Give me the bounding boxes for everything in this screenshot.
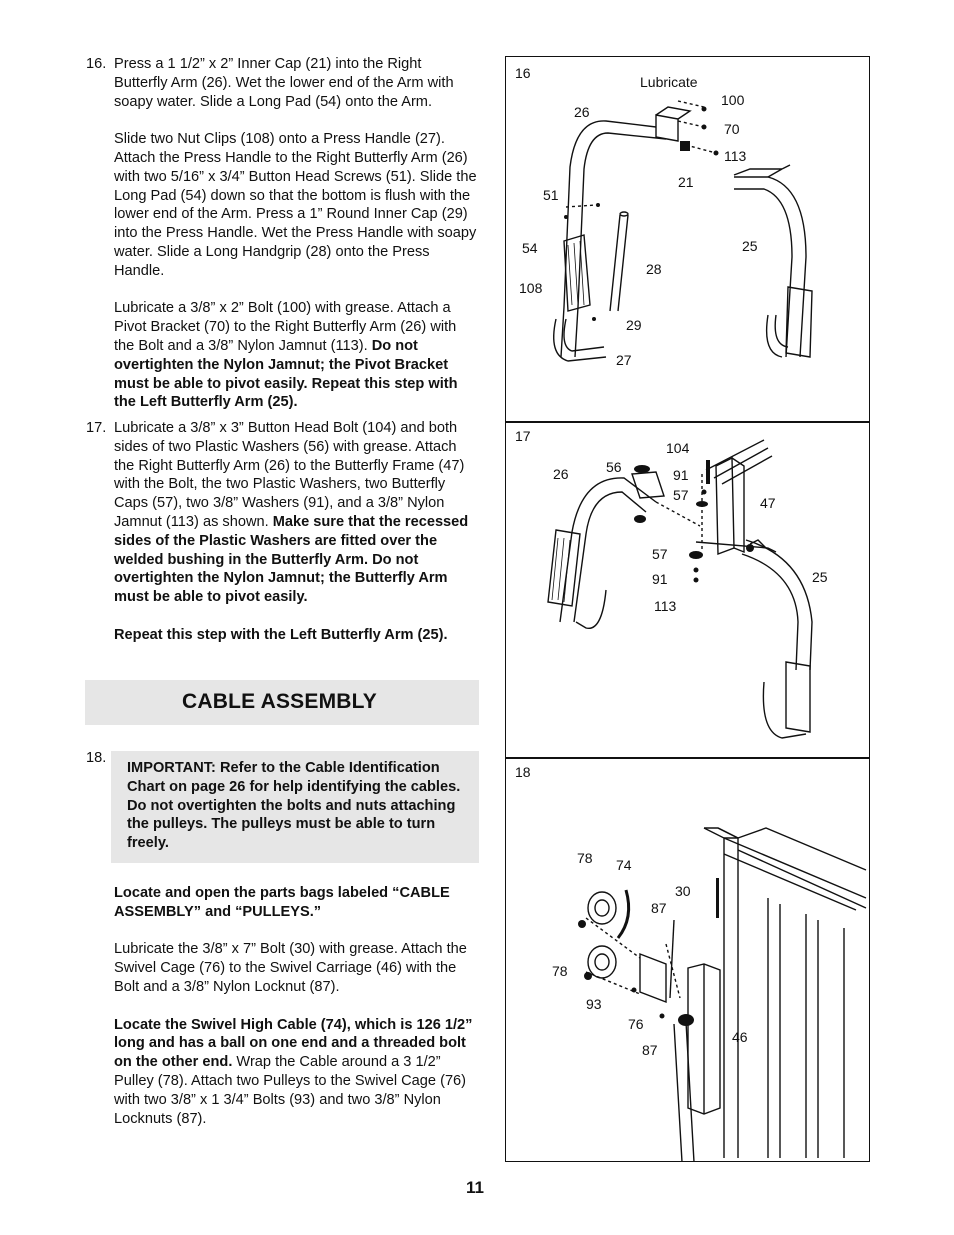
figure-17-label: 47 (760, 495, 776, 511)
figure-16-label: 108 (519, 280, 543, 296)
figure-16-label: 28 (646, 261, 662, 277)
step-18-text (114, 884, 478, 1128)
figure-17-panel (505, 421, 870, 759)
figure-16-label: 29 (626, 317, 642, 333)
figure-16-panel (505, 56, 870, 423)
figure-17-label: 91 (673, 467, 689, 483)
page-number: 11 (466, 1178, 484, 1197)
step-17-paragraph-2 (114, 626, 478, 645)
step-16-paragraph-3 (114, 299, 478, 412)
step-16-paragraph-1: Press a 1 1/2” x 2” Inner Cap (21) into the Right Butterfly Arm (26). Wet the lower end of the Arm with soapy water. Slide a Long Pad (54) onto the Arm. (114, 56, 454, 110)
figure-16-label: 21 (678, 174, 694, 190)
step-16-p3-bold: Do not overtighten the Nylon Jamnut; the Pivot Bracket must be able to pivot easily. Repeat this step with the Left Butterfly Arm (25). (114, 337, 458, 411)
step-17-p1-bold: Make sure that the recessed sides of the Plastic Washers are fitted over the welded bushing in the Butterfly Arm. Do not overtighten the Nylon Jamnut; the Butterfly Arm must be able to pivot easily. (114, 513, 469, 606)
section-title: CABLE ASSEMBLY (182, 690, 377, 713)
step-18-paragraph-3 (114, 1016, 478, 1129)
figure-18-label: 30 (675, 883, 691, 899)
cable-assembly-section-bar (85, 680, 479, 725)
figure-16-label: 25 (742, 238, 758, 254)
figure-16-label: 26 (574, 104, 590, 120)
step-18-p1-bold: Locate and open the parts bags labeled “CABLE ASSEMBLY” and “PULLEYS.” (114, 885, 450, 920)
figure-17-label: 25 (812, 569, 828, 585)
figure-16-step-label: 16 (515, 65, 531, 81)
figure-18-step-label: 18 (515, 764, 531, 780)
figure-16-label: 113 (724, 148, 747, 164)
figure-18-panel (505, 757, 870, 1162)
figure-17-step-label: 17 (515, 428, 531, 444)
step-18-p3-bold: Locate the Swivel High Cable (74), which is 126 1/2” long and has a ball on one end and a threaded bolt on the other end. (114, 1016, 473, 1071)
important-box (111, 751, 479, 863)
figure-17-label: 91 (652, 571, 668, 587)
step-18-p3-normal: Wrap the Cable around a 3 1/2” Pulley (78). Attach two Pulleys to the Swivel Cage (76) with two 3/8” x 1 3/4” Bolts (93) and two 3/8” Nylon Locknuts (87). (114, 1054, 467, 1127)
figure-18-label: 87 (642, 1042, 658, 1058)
step-18-number: 18. (86, 750, 107, 766)
figure-16-label: 51 (543, 187, 559, 203)
step-17-number: 17. (86, 420, 107, 436)
figure-16-label: 54 (522, 240, 538, 256)
step-17-text (114, 419, 478, 645)
figure-17-label: 26 (553, 466, 569, 482)
figure-18-label: 74 (616, 857, 632, 873)
figure-18-label: 87 (651, 900, 667, 916)
step-16-text (114, 55, 478, 412)
figure-17-label: 56 (606, 459, 622, 475)
figure-18-label: 78 (577, 850, 593, 866)
important-text: IMPORTANT: Refer to the Cable Identification Chart on page 26 for help identifying the cables. Do not overtighten the bolts and nuts attaching the pulleys. The pulleys must be able to turn freely. (127, 760, 461, 852)
step-17-p2-bold: Repeat this step with the Left Butterfly Arm (25). (114, 626, 448, 643)
figure-17-label: 104 (666, 440, 690, 456)
figure-17-illustration (506, 422, 871, 760)
figure-17-label: 113 (654, 598, 677, 614)
figure-16-illustration (506, 57, 871, 424)
step-16-p3-normal: Lubricate a 3/8” x 2” Bolt (100) with grease. Attach a Pivot Bracket (70) to the Right Butterfly Arm (26) with the Bolt and a 3/8” Nylon Jamnut (113). (114, 300, 457, 354)
figure-17-label: 57 (652, 546, 668, 562)
figure-16-label: 70 (724, 121, 740, 137)
figure-18-label: 93 (586, 996, 602, 1012)
step-17-p1-normal: Lubricate a 3/8” x 3” Button Head Bolt (104) and both sides of two Plastic Washers (56) with grease. Attach the Right Butterfly Arm (26) to the Butterfly Frame (47) with the Bolt, the two Plastic Washers, two Butterfly Caps (57), two 3/8” Washers (91), and a 3/8” Nylon Jamnut (113) as shown. (114, 420, 465, 530)
figure-16-label: 100 (721, 92, 745, 108)
figure-17-label: 57 (673, 487, 689, 503)
figure-18-label: 78 (552, 963, 568, 979)
figure-16-lubricate-label: Lubricate (640, 74, 698, 90)
step-18-paragraph-2: Lubricate the 3/8” x 7” Bolt (30) with grease. Attach the Swivel Cage (76) to the Swivel Carriage (46) with the Bolt and a 3/8” Nylon Locknut (87). (114, 941, 467, 995)
figure-16-label: 27 (616, 352, 632, 368)
figure-18-label: 46 (732, 1029, 748, 1045)
figure-18-label: 76 (628, 1016, 644, 1032)
step-16-paragraph-2: Slide two Nut Clips (108) onto a Press Handle (27). Attach the Press Handle to the Right Butterfly Arm (26) with two 5/16” x 3/4” Button Head Screws (51). Slide the Long Pad (54) down so that the bottom is flush with the lower end of the Arm. Press a 1” Round Inner Cap (29) into the Press Handle. Wet the Press Handle with soapy water. Slide a Long Handgrip (28) onto the Press Handle. (114, 131, 477, 279)
step-18-paragraph-1 (114, 884, 478, 922)
step-17-paragraph-1 (114, 419, 478, 607)
step-16-number: 16. (86, 56, 107, 72)
figure-18-illustration (506, 758, 871, 1163)
